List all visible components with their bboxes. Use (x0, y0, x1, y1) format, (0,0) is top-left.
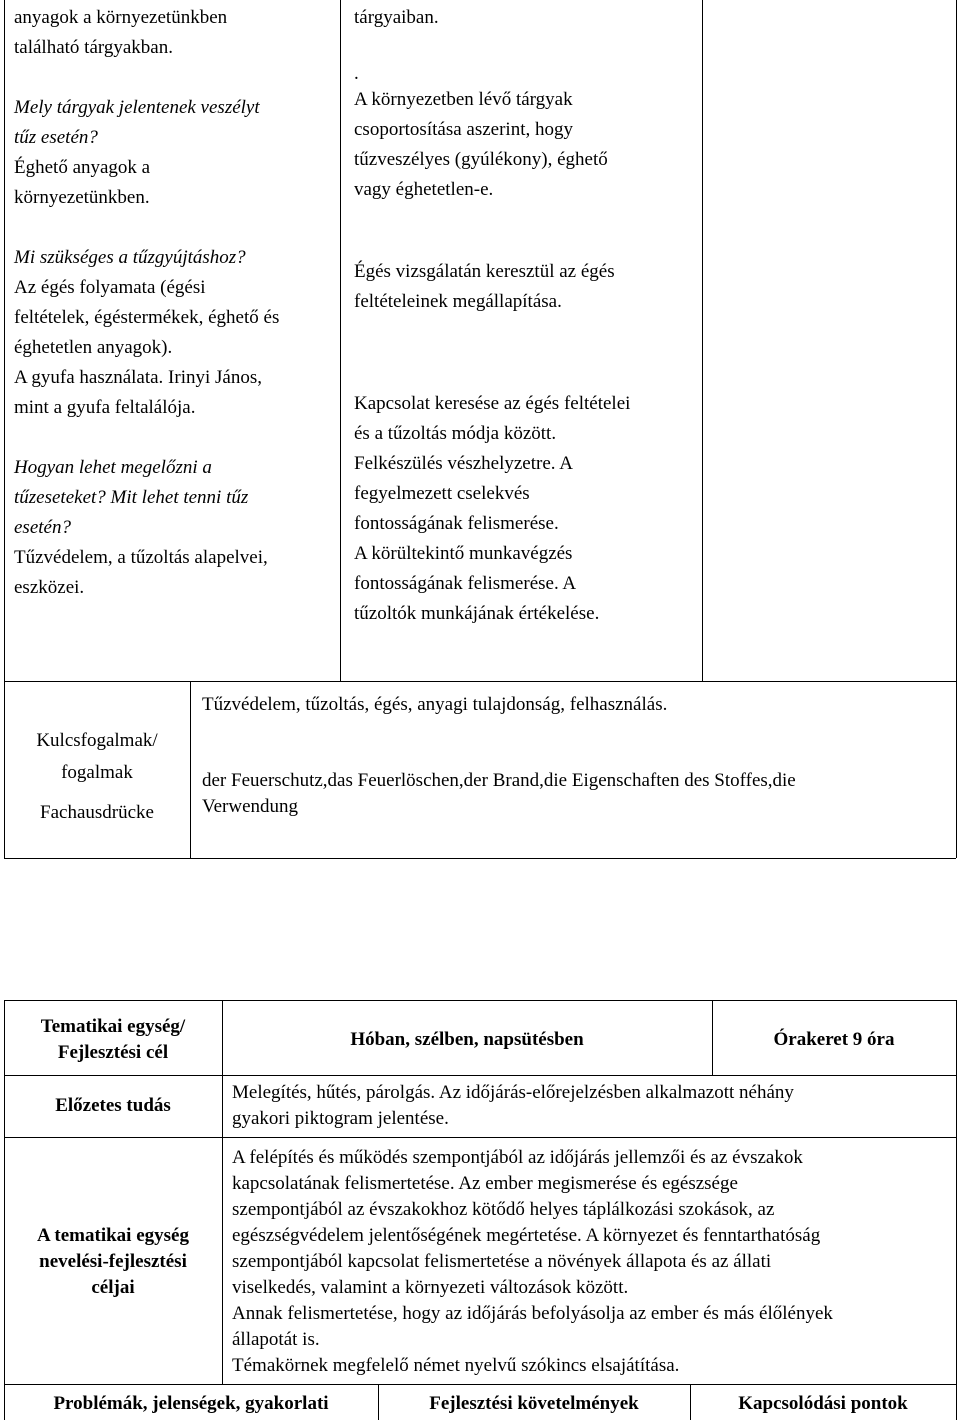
prior-text-line: gyakori piktogram jelentése. (232, 1108, 449, 1129)
key-concepts-hungarian: Tűzvédelem, tűzoltás, égés, anyagi tulajdonság, felhasználás. (202, 694, 668, 715)
middle-text-line: fontosságának felismerése. (354, 513, 559, 534)
goals-label-line: A tematikai egység (37, 1225, 189, 1246)
prior-knowledge-text (232, 1080, 952, 1132)
middle-text-line: Kapcsolat keresése az égés feltételei (354, 393, 631, 414)
key-label-line: Fachausdrücke (40, 802, 154, 823)
table1-row-divider (4, 681, 956, 682)
table2-right-border (956, 1000, 957, 1420)
prior-knowledge-label: Előzetes tudás (55, 1095, 171, 1116)
goals-text-line: viselkedés, valamint a környezeti változások között. (232, 1277, 629, 1298)
middle-text-line: fontosságának felismerése. A (354, 573, 577, 594)
left-text-line: éghetetlen anyagok). (14, 337, 173, 358)
middle-text-line: Felkészülés vészhelyzetre. A (354, 453, 573, 474)
goals-text-line: Témakörnek megfelelő német nyelvű szókincs elsajátítása. (232, 1355, 680, 1376)
goals-text-line: Annak felismertetése, hogy az időjárás befolyásolja az ember és más élőlények (232, 1303, 833, 1324)
table2-col-divider (222, 1000, 223, 1384)
table2-top-border (4, 1000, 956, 1001)
goals-label-line: nevelési-fejlesztési (39, 1251, 187, 1272)
key-label-line: fogalmak (61, 762, 133, 783)
goals-text-line: egészségvédelem jelentőségének megértetése. A környezet és fenntarthatóság (232, 1225, 821, 1246)
table1-key-divider (190, 681, 191, 858)
unit-title: Hóban, szélben, napsütésben (350, 1029, 584, 1050)
goals-text-line: szempontjából kapcsolat felismertetése a növények állapota és az állati (232, 1251, 772, 1272)
table1-col-divider-2 (702, 0, 703, 681)
footer-col-problems: Problémák, jelenségek, gyakorlati (53, 1393, 329, 1414)
middle-text-line: Égés vizsgálatán keresztül az égés (354, 261, 615, 282)
goals-label-line: céljai (91, 1277, 135, 1298)
left-text-line: Éghető anyagok a (14, 157, 151, 178)
table2-row-divider-3 (4, 1384, 956, 1385)
middle-text-line: és a tűzoltás módja között. (354, 423, 557, 444)
key-label-line: Kulcsfogalmak/ (36, 730, 158, 751)
left-col-content (14, 3, 336, 603)
table1-right-border (956, 0, 957, 858)
table2-row-divider-1 (4, 1075, 956, 1076)
unit-label (4, 1014, 222, 1066)
goals-label (4, 1223, 222, 1301)
prior-text-line: Melegítés, hűtés, párolgás. Az időjárás-előrejelzésben alkalmazott néhány (232, 1082, 794, 1103)
key-de-line: der Feuerschutz,das Feuerlöschen,der Brand,die Eigenschaften des Stoffes,die (202, 770, 796, 791)
goals-text-line: A felépítés és működés szempontjából az időjárás jellemzői és az évszakok (232, 1147, 803, 1168)
middle-text-line: fegyelmezett cselekvés (354, 483, 530, 504)
key-concepts-german (202, 768, 952, 820)
middle-text-line: A körültekintő munkavégzés (354, 543, 573, 564)
middle-text-line: feltételeinek megállapítása. (354, 291, 562, 312)
table1-col-divider-1 (340, 0, 341, 681)
middle-text-line: csoportosítása aszerint, hogy (354, 119, 573, 140)
middle-text-line: tűzoltók munkájának értékelése. (354, 603, 600, 624)
left-question-line: Mi szükséges a tűzgyújtáshoz? (14, 247, 246, 268)
middle-text-line: vagy éghetetlen-e. (354, 179, 494, 200)
left-text-line: Tűzvédelem, a tűzoltás alapelvei, (14, 547, 268, 568)
middle-text-line: tűzveszélyes (gyúlékony), éghető (354, 149, 608, 170)
left-text-line: található tárgyakban. (14, 37, 173, 58)
left-question-line: tűz esetén? (14, 127, 98, 148)
footer-col-requirements: Fejlesztési követelmények (429, 1393, 639, 1414)
key-concepts-label (4, 725, 190, 837)
left-text-line: feltételek, égéstermékek, éghető és (14, 307, 280, 328)
left-question-line: Hogyan lehet megelőzni a (14, 457, 212, 478)
left-text-line: Az égés folyamata (égési (14, 277, 206, 298)
unit-label-line: Fejlesztési cél (57, 1042, 169, 1063)
left-question-line: Mely tárgyak jelentenek veszélyt (14, 97, 260, 118)
goals-text-line: kapcsolatának felismertetése. Az ember megismerése és egészsége (232, 1173, 738, 1194)
footer-col-connections: Kapcsolódási pontok (738, 1393, 908, 1414)
left-question-line: esetén? (14, 517, 71, 538)
goals-text (232, 1145, 952, 1379)
left-text-line: környezetünkben. (14, 187, 150, 208)
left-question-line: tűzeseteket? Mit lehet tenni tűz (14, 487, 249, 508)
middle-text-line: tárgyaiban. (354, 7, 439, 28)
table1-bottom-border (4, 858, 956, 859)
unit-label-line: Tematikai egység/ (40, 1016, 186, 1037)
goals-text-line: állapotát is. (232, 1329, 320, 1350)
table2-row-divider-2 (4, 1137, 956, 1138)
left-text-line: A gyufa használata. Irinyi János, (14, 367, 262, 388)
left-text-line: eszközei. (14, 577, 85, 598)
goals-text-line: szempontjából az évszakokhoz kötődő helyes táplálkozási szokások, az (232, 1199, 775, 1220)
middle-text-line: A környezetben lévő tárgyak (354, 89, 573, 110)
key-de-line: Verwendung (202, 796, 299, 817)
middle-col-content (354, 3, 700, 629)
hours-label: Órakeret 9 óra (773, 1029, 895, 1050)
middle-dot: . (354, 63, 359, 84)
left-text-line: anyagok a környezetünkben (14, 7, 228, 28)
left-text-line: mint a gyufa feltalálója. (14, 397, 196, 418)
